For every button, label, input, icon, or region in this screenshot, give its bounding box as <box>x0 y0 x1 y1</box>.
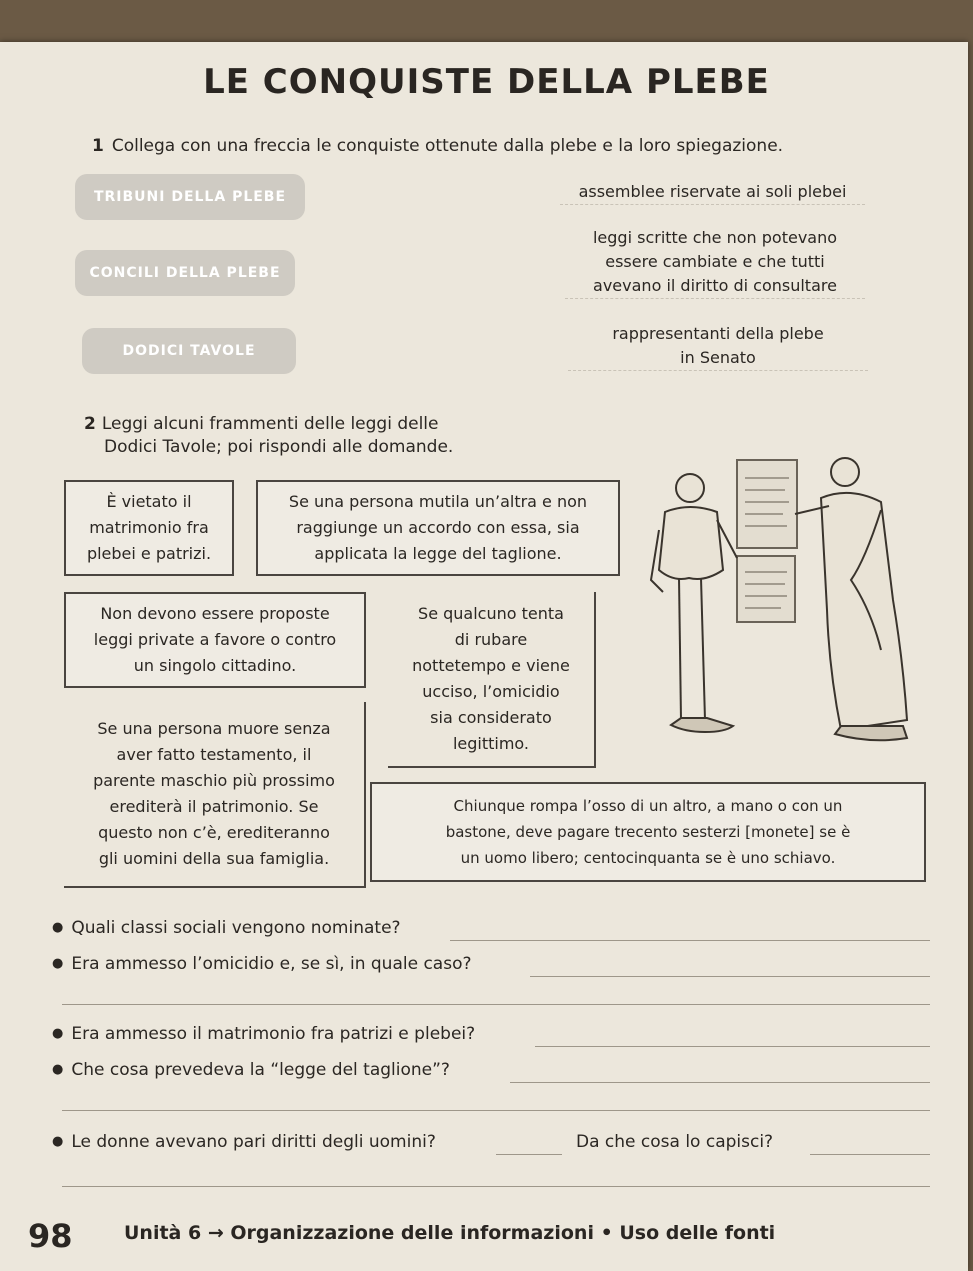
definition-3[interactable] <box>568 322 868 371</box>
fragment-line: un singolo cittadino. <box>133 656 297 675</box>
question-text: Le donne avevano pari diritti degli uomini? <box>71 1132 436 1152</box>
exercise-1-instruction <box>92 136 783 156</box>
fragment-line: aver fatto testamento, il <box>116 745 312 764</box>
fragment-line: erediterà il patrimonio. Se <box>109 797 319 816</box>
footer-unit-title: Unità 6 → Organizzazione delle informazioni • Uso delle fonti <box>124 1222 776 1244</box>
fragment-line: matrimonio fra <box>89 518 209 537</box>
definition-line: in Senato <box>680 348 756 367</box>
fragment-line: raggiunge un accordo con essa, sia <box>296 518 580 537</box>
question-text: Da che cosa lo capisci? <box>576 1132 774 1152</box>
definition-line: essere cambiate e che tutti <box>605 252 825 271</box>
law-tablets-icon <box>737 460 797 622</box>
question-text: Era ammesso l’omicidio e, se sì, in quale caso? <box>71 954 472 974</box>
term-concili[interactable]: CONCILI DELLA PLEBE <box>75 250 295 296</box>
definition-1[interactable] <box>560 180 865 205</box>
exercise-number: 2 <box>84 414 96 434</box>
definition-line: avevano il diritto di consultare <box>593 276 837 295</box>
fragment-box <box>64 480 234 576</box>
question-text: Quali classi sociali vengono nominate? <box>71 918 401 938</box>
term-tribuni[interactable]: TRIBUNI DELLA PLEBE <box>75 174 305 220</box>
definition-line: leggi scritte che non potevano <box>592 228 838 247</box>
definition-2[interactable] <box>565 226 865 299</box>
exercise-2-instruction <box>84 413 453 459</box>
question-6 <box>576 1132 773 1152</box>
exercise-text: Dodici Tavole; poi rispondi alle domande. <box>104 437 454 457</box>
answer-line[interactable] <box>535 1046 930 1047</box>
fragment-line: sia considerato <box>430 708 552 727</box>
question-text: Che cosa prevedeva la “legge del taglione”? <box>71 1060 450 1080</box>
fragment-box <box>370 782 926 882</box>
fragment-line: Se qualcuno tenta <box>418 604 564 623</box>
question-1: ● Quali classi sociali vengono nominate? <box>52 918 401 938</box>
fragment-line: bastone, deve pagare trecento sesterzi [monete] se è <box>445 823 851 841</box>
fragment-line: gli uomini della sua famiglia. <box>98 849 330 868</box>
fragment-line: Se una persona mutila un’altra e non <box>288 492 588 511</box>
fragment-line: plebei e patrizi. <box>86 544 212 563</box>
fragment-line: applicata la legge del taglione. <box>314 544 562 563</box>
question-text: Era ammesso il matrimonio fra patrizi e plebei? <box>71 1024 476 1044</box>
page-number: 98 <box>28 1217 73 1255</box>
fragment-box <box>256 480 620 576</box>
question-3: ● Era ammesso il matrimonio fra patrizi e plebei? <box>52 1024 476 1044</box>
term-dodici-tavole[interactable]: DODICI TAVOLE <box>82 328 296 374</box>
fragment-line: legittimo. <box>452 734 530 753</box>
page-title: LE CONQUISTE DELLA PLEBE <box>203 62 770 102</box>
exercise-text: Leggi alcuni frammenti delle leggi delle <box>101 414 439 434</box>
roman-figures-illustration <box>645 450 920 755</box>
fragment-box <box>388 592 596 768</box>
fragment-line: questo non c’è, erediteranno <box>98 823 330 842</box>
definition-line: assemblee riservate ai soli plebei <box>578 182 847 201</box>
fragment-line: È vietato il <box>106 492 192 511</box>
answer-line[interactable] <box>530 976 930 977</box>
fragment-line: di rubare <box>454 630 528 649</box>
fragment-box <box>64 702 366 888</box>
answer-line[interactable] <box>62 1186 930 1187</box>
fragment-line: leggi private a favore o contro <box>93 630 337 649</box>
answer-line[interactable] <box>62 1004 930 1005</box>
question-2: ● Era ammesso l’omicidio e, se sì, in quale caso? <box>52 954 472 974</box>
answer-line[interactable] <box>450 940 930 941</box>
fragment-line: parente maschio più prossimo <box>93 771 335 790</box>
answer-line[interactable] <box>810 1154 930 1155</box>
fragment-line: Se una persona muore senza <box>97 719 331 738</box>
exercise-text: Collega con una freccia le conquiste ottenute dalla plebe e la loro spiegazione. <box>111 136 784 156</box>
answer-line[interactable] <box>62 1110 930 1111</box>
fragment-line: ucciso, l’omicidio <box>422 682 560 701</box>
fragment-line: Non devono essere proposte <box>100 604 330 623</box>
answer-line[interactable] <box>496 1154 562 1155</box>
definition-line: rappresentanti della plebe <box>612 324 824 343</box>
patrician-figure-icon <box>795 458 907 740</box>
fragment-line: un uomo libero; centocinquanta se è uno schiavo. <box>460 849 836 867</box>
question-5: ● Le donne avevano pari diritti degli uomini? <box>52 1132 436 1152</box>
question-4: ● Che cosa prevedeva la “legge del taglione”? <box>52 1060 450 1080</box>
plebeian-figure-icon <box>651 474 737 732</box>
fragment-line: nottetempo e viene <box>412 656 570 675</box>
fragment-box <box>64 592 366 688</box>
answer-line[interactable] <box>510 1082 930 1083</box>
exercise-number: 1 <box>92 136 104 156</box>
fragment-line: Chiunque rompa l’osso di un altro, a mano o con un <box>453 797 843 815</box>
